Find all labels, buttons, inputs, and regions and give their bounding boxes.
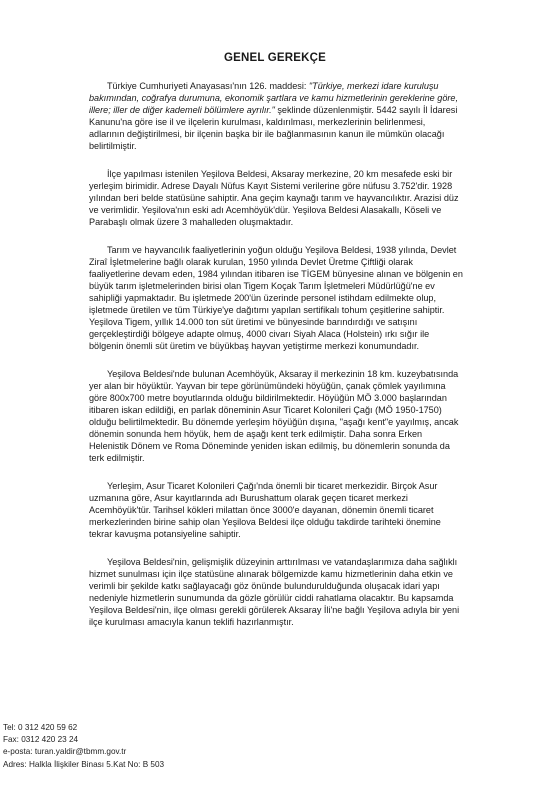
- paragraph-constitution-lead: Türkiye Cumhuriyeti Anayasası'nın 126. maddesi:: [107, 81, 309, 91]
- footer-fax: Fax: 0312 420 23 24: [3, 735, 79, 745]
- footer-phone: Tel: 0 312 420 59 62: [3, 723, 78, 732]
- paragraph-agriculture: Tarım ve hayvancılık faaliyetlerinin yoğun olduğu Yeşilova Beldesi, 1938 yılında, Devlet Ziraî İşletmelerine bağlı olarak kurulan, 1950 yılında Devlet Üretme Çiftliği olarak faaliyetlerine devam eden, 1984 yılından itibaren ise TİGEM bünyesine alınan ve bölgenin en büyük tarım işletmelerinden birisi olan Tigem Koçak Tarım İşletmeleri Müdürlüğü'ne ev sahipliği yapmaktadır. Bu işletmede 200'ün üzerinde personel istihdam edilmekte olup, işletmede üretilen ve tüm Türkiye'ye dağıtımı yapılan sertifikalı tohum çeşitlerine sahiptir. Yeşilova Tigem, yıllık 14.000 ton süt üretimi ve bünyesinde barındırdığı ve satışını gerçekleştirdiği bölgeye adapte olmuş, 4000 civarı Siyah Alaca (Holstein) ırkı sığır ile bölgenin önemli süt üretim ve büyükbaş hayvan yetiştirme merkezi konumundadır.: [89, 245, 463, 351]
- contact-footer: [3, 722, 303, 771]
- footer-email[interactable]: e-posta: turan.yaldir@tbmm.gov.tr: [3, 747, 127, 757]
- paragraph-constitution: [89, 80, 463, 152]
- document-title: GENEL GEREKÇE: [223, 52, 327, 64]
- paragraph-constitution-tail: şeklinde düzenlenmiştir. 5442 sayılı İl İdaresi Kanunu'na göre ise il ve ilçelerin kurulması, kaldırılması, merkezlerinin belirlenmesi, adlarının değiştirilmesi, bir ilçenin başka bir ile bağlanmasının kanun ile mümkün olacağı belirtilmiştir.: [89, 105, 458, 151]
- paragraph-location: İlçe yapılması istenilen Yeşilova Beldesi, Aksaray merkezine, 20 km mesafede eski bir yerleşim birimidir. Adrese Dayalı Nüfus Kayıt Sistemi verilerine göre nüfusu 3.752'dir. 1928 yılından beri belde statüsüne sahiptir. Ana geçim kaynağı tarım ve hayvancılıktır. Arazisi düz ve verimlidir. Yeşilova'nın eski adı Acemhöyük'dür. Yeşilova Beldesi Alasakallı, Köseli ve Parabaşlı olmak üzere 3 mahalleden oluşmaktadır.: [89, 169, 459, 227]
- constitution-quote: "Türkiye, merkezi idare kuruluşu bakımından, coğrafya durumuna, ekonomik şartlara ve kamu hizmetlerinin gereklerine göre, illere; iller de diğer kademeli bölümlere ayrılır.": [89, 81, 458, 115]
- document-body: [89, 80, 463, 644]
- footer-address: Adres: Halkla İlişkiler Binası 5.Kat No: B 503: [3, 759, 165, 769]
- paragraph-acemhoyuk: Yeşilova Beldesi'nde bulunan Acemhöyük, Aksaray il merkezinin 18 km. kuzeybatısında yer alan bir höyüktür. Yayvan bir tepe görünümündeki höyüğün, çanak çömlek yayılımına göre 800x700 metre boyutlarında olduğu bildirilmektedir. Höyüğün MÖ 3.000 başlarından itibaren iskan edildiği, en parlak döneminin Asur Ticaret Kolonileri Çağı (MÖ 1950-1750) olduğu belirtilmektedir. Bu dönemde yerleşim höyüğün dışına, "aşağı kent"e yayılmış, ancak dönemin sonunda hem höyük, hem de aşağı kent terk edilmiştir. Daha sonra Erken Helenistik Dönem ve Roma Döneminde yeniden iskan edilmiş, bu dönemlerin sonunda da terk edilmiştir.: [89, 369, 459, 463]
- paragraph-conclusion: Yeşilova Beldesi'nin, gelişmişlik düzeyinin arttırılması ve vatandaşlarımıza daha sağlıklı hizmet sunulması için ilçe statüsüne alınarak bölgemizde kamu hizmetlerinin daha etkin ve verimli bir şekilde katkı sağlayacağı göz önünde bulundurulduğunda oluşacak idari yapı nedeniyle hizmetlerin sunumunda da gözle görülür ciddi rahatlama olacaktır. Bu kapsamda Yeşilova Beldesi'nin, ilçe olması gerekli görülerek Aksaray İli'ne bağlı Yeşilova adıyla bir yeni ilçe kurulması amacıyla kanun teklifi hazırlanmıştır.: [89, 557, 460, 627]
- paragraph-trade-center: Yerleşim, Asur Ticaret Kolonileri Çağı'nda önemli bir ticaret merkezidir. Birçok Asur uzmanına göre, Asur kayıtlarında adı Burushattum olarak geçen ticaret merkezi Acemhöyük'tür. Tarihsel kökleri milattan önce 3000'e dayanan, dönemin önemli ticaret merkezlerinden birine sahip olan Yeşilova Beldesi ilçe olduğu takdirde tarihteki önemine tekrar kavuşma potansiyeline sahiptir.: [89, 481, 441, 539]
